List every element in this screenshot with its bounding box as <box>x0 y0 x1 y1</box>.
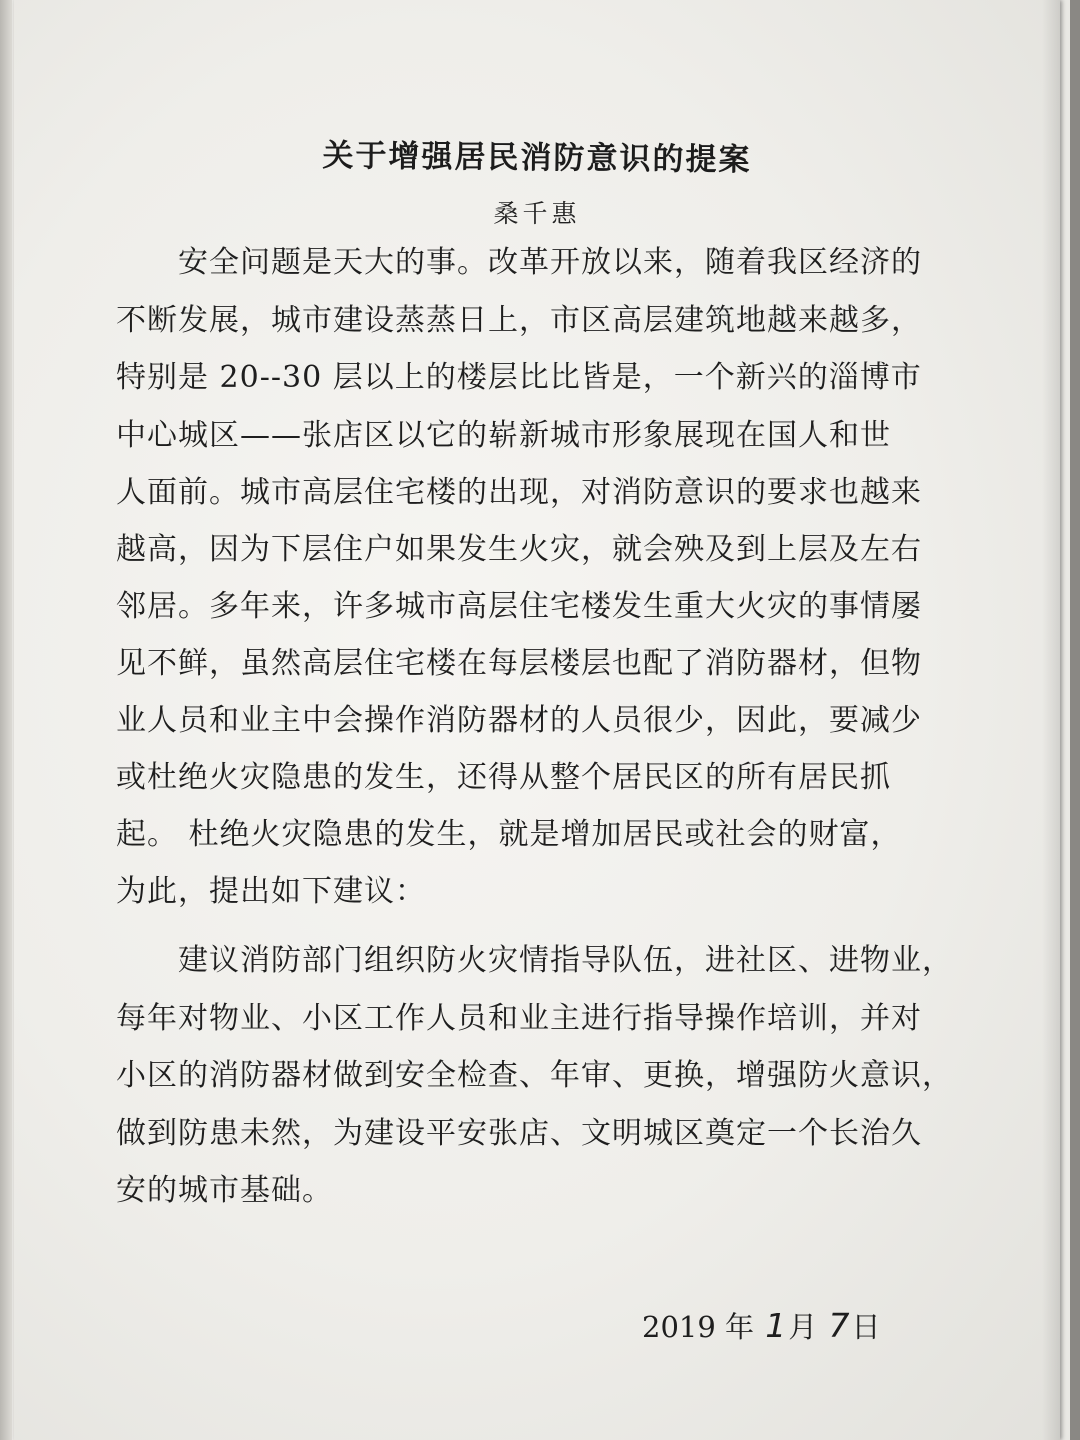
body-line-8: 见不鲜，虽然高层住宅楼在每层楼层也配了消防器材，但物 <box>116 646 922 681</box>
binder-edge <box>0 0 12 1440</box>
document-author: 桑千惠 <box>493 199 581 228</box>
body-line-13: 建议消防部门组织防火灾情指导队伍，进社区、进物业， <box>178 943 953 978</box>
date-month-handwritten: 1 <box>765 1306 787 1345</box>
body-line-4: 中心城区——张店区以它的崭新城市形象展现在国人和世 <box>116 418 891 453</box>
body-line-15: 小区的消防器材做到安全检查、年审、更换，增强防火意识， <box>116 1058 953 1093</box>
body-line-11: 起。 杜绝火灾隐患的发生，就是增加居民或社会的财富， <box>116 817 902 852</box>
date-day-handwritten: 7 <box>828 1306 850 1345</box>
document-title: 关于增强居民消防意识的提案 <box>322 137 752 179</box>
body-line-9: 业人员和业主中会操作消防器材的人员很少，因此，要减少 <box>116 703 922 738</box>
document-page <box>14 0 1060 1440</box>
body-line-10: 或杜绝火灾隐患的发生，还得从整个居民区的所有居民抓 <box>116 760 891 795</box>
date-month-char: 月 <box>788 1310 818 1344</box>
body-line-6: 越高，因为下层住户如果发生火灾，就会殃及到上层及左右 <box>116 532 922 567</box>
body-line-5: 人面前。城市高层住宅楼的出现，对消防意识的要求也越来 <box>116 475 922 510</box>
body-line-14: 每年对物业、小区工作人员和业主进行指导操作培训，并对 <box>116 1001 922 1036</box>
date-day-char: 日 <box>851 1310 881 1344</box>
body-line-17: 安的城市基础。 <box>116 1173 333 1208</box>
body-line-7: 邻居。多年来，许多城市高层住宅楼发生重大火灾的事情屡 <box>116 589 922 624</box>
body-line-1: 安全问题是天大的事。改革开放以来，随着我区经济的 <box>178 245 922 280</box>
body-line-3: 特别是 20--30 层以上的楼层比比皆是，一个新兴的淄博市 <box>116 360 922 395</box>
body-line-12: 为此，提出如下建议： <box>116 874 426 909</box>
date-year-char: 年 <box>725 1310 755 1344</box>
document-date <box>642 1305 881 1346</box>
body-line-16: 做到防患未然，为建设平安张店、文明城区奠定一个长治久 <box>116 1116 922 1151</box>
date-year: 2019 <box>642 1310 716 1344</box>
body-line-2: 不断发展，城市建设蒸蒸日上，市区高层建筑地越来越多， <box>116 303 922 338</box>
